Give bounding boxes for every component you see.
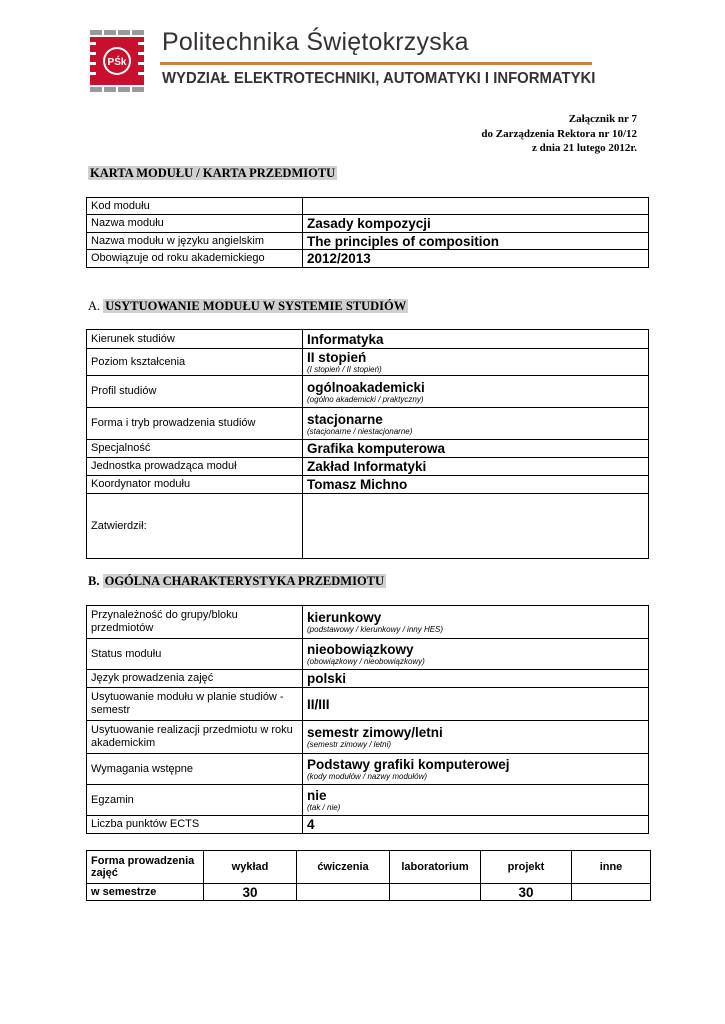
row-label: Język prowadzenia zajęć <box>87 670 303 688</box>
row-label: Nazwa modułu <box>87 215 303 233</box>
row-label: Koordynator modułu <box>87 476 303 494</box>
row-value-text: Podstawy grafiki komputerowej <box>307 757 510 772</box>
row-label: Specjalność <box>87 440 303 458</box>
table-row <box>87 754 649 785</box>
row-hint: (obowiązkowy / nieobowiązkowy) <box>307 657 425 666</box>
table-row <box>87 330 649 349</box>
row-label: Obowiązuje od roku akademickiego <box>87 250 303 268</box>
row-hint: (ogólno akademicki / praktyczny) <box>307 394 424 404</box>
section-a-table <box>86 329 649 559</box>
header-cell: laboratorium <box>390 851 481 884</box>
table-row <box>87 816 649 834</box>
row-value <box>303 458 649 476</box>
row-value-text: II/III <box>307 696 330 712</box>
header-rule <box>160 62 592 65</box>
row-label: Profil studiów <box>87 376 303 408</box>
row-label: Kod modułu <box>87 198 303 215</box>
row-value-text: kierunkowy <box>307 610 382 625</box>
section-a-letter: A. <box>88 299 101 313</box>
table-row <box>87 639 649 670</box>
row-value <box>303 754 649 785</box>
row-label: Przynależność do grupy/bloku przedmiotów <box>87 606 303 639</box>
row-value <box>303 250 649 268</box>
annex-line-2: do Zarządzenia Rektora nr 10/12 <box>481 127 637 140</box>
table-row <box>87 688 649 721</box>
row-label: Wymagania wstępne <box>87 754 303 785</box>
row-hint: (semestr zimowy / letni) <box>307 740 392 749</box>
header-cell: wykład <box>204 851 297 884</box>
faculty-name: WYDZIAŁ ELEKTROTECHNIKI, AUTOMATYKI I INFORMATYKI <box>162 70 596 87</box>
table-cell: 30 <box>204 884 297 901</box>
table-row <box>87 440 649 458</box>
table-row <box>87 476 649 494</box>
annex-note <box>481 112 637 156</box>
row-value-text: nie <box>307 788 327 803</box>
table-row <box>87 606 649 639</box>
row-label: Poziom kształcenia <box>87 349 303 376</box>
section-a-title: USYTUOWANIE MODUŁU W SYSTEMIE STUDIÓW <box>105 299 407 313</box>
table-cell <box>297 884 390 901</box>
row-value <box>303 494 649 559</box>
table-header-row <box>87 851 651 884</box>
table-row <box>87 215 649 233</box>
row-value-text: semestr zimowy/letni <box>307 725 443 740</box>
table-cell <box>572 884 651 901</box>
row-label: Zatwierdził: <box>87 494 303 559</box>
card-title-text: KARTA MODUŁU / KARTA PRZEDMIOTU <box>90 166 336 180</box>
row-value <box>303 198 649 215</box>
section-b-title: OGÓLNA CHARAKTERYSTYKA PRZEDMIOTU <box>104 574 385 588</box>
table-row <box>87 233 649 250</box>
row-value-text: 2012/2013 <box>307 251 371 266</box>
row-hint: (tak / nie) <box>307 803 341 812</box>
row-label: Kierunek studiów <box>87 330 303 349</box>
module-table <box>86 197 649 268</box>
row-label: Forma i tryb prowadzenia studiów <box>87 408 303 440</box>
row-label: Jednostka prowadząca moduł <box>87 458 303 476</box>
row-value <box>303 408 649 440</box>
table-row <box>87 721 649 754</box>
row-value-text: 4 <box>307 817 315 832</box>
row-label: Nazwa modułu w języku angielskim <box>87 233 303 250</box>
row-value <box>303 639 649 670</box>
table-row <box>87 884 651 901</box>
table-cell <box>390 884 481 901</box>
table-cell: w semestrze <box>87 884 204 901</box>
row-value-text: Informatyka <box>307 331 384 347</box>
table-row <box>87 458 649 476</box>
row-value <box>303 606 649 639</box>
row-label: Status modułu <box>87 639 303 670</box>
university-logo <box>88 28 150 94</box>
table-row <box>87 408 649 440</box>
table-cell: 30 <box>481 884 572 901</box>
row-value <box>303 688 649 721</box>
row-value-text: Zakład Informatyki <box>307 459 427 474</box>
section-a-heading <box>88 299 408 314</box>
section-b-heading <box>88 574 386 589</box>
section-b-table <box>86 605 649 834</box>
row-value <box>303 349 649 376</box>
row-value-text: stacjonarne <box>307 411 383 427</box>
row-value-text: Zasady kompozycji <box>307 216 431 231</box>
row-value <box>303 215 649 233</box>
row-value <box>303 816 649 834</box>
row-value-text: ogólnoakademicki <box>307 379 425 395</box>
table-row <box>87 670 649 688</box>
row-value <box>303 376 649 408</box>
row-value <box>303 330 649 349</box>
row-value-text: polski <box>307 671 347 686</box>
class-forms-table <box>86 850 651 901</box>
row-value-text: Tomasz Michno <box>307 477 408 492</box>
row-value <box>303 670 649 688</box>
row-hint: (stacjonarne / niestacjonarne) <box>307 426 413 436</box>
row-label: Usytuowanie realizacji przedmiotu w roku akademickim <box>87 721 303 754</box>
row-value <box>303 721 649 754</box>
table-row <box>87 494 649 559</box>
table-row <box>87 349 649 376</box>
university-name: Politechnika Świętokrzyska <box>162 28 469 56</box>
header-cell: inne <box>572 851 651 884</box>
annex-line-1: Załącznik nr 7 <box>568 113 637 125</box>
row-value-text: II stopień <box>307 350 367 365</box>
row-label: Usytuowanie modułu w planie studiów - semestr <box>87 688 303 721</box>
table-row <box>87 376 649 408</box>
row-value <box>303 440 649 458</box>
row-label: Egzamin <box>87 785 303 816</box>
logo-lettering: PŚk <box>107 57 127 68</box>
row-hint: (podstawowy / kierunkowy / inny HES) <box>307 625 444 634</box>
row-label: Liczba punktów ECTS <box>87 816 303 834</box>
section-b-letter: B. <box>88 574 100 588</box>
card-title <box>88 166 337 181</box>
row-hint: (kody modułów / nazwy modułów) <box>307 772 428 781</box>
table-row <box>87 785 649 816</box>
row-value-text: The principles of composition <box>307 233 500 249</box>
table-row <box>87 250 649 268</box>
annex-line-3: z dnia 21 lutego 2012r. <box>531 142 637 154</box>
table-row <box>87 198 649 215</box>
row-value-text: nieobowiązkowy <box>307 642 414 657</box>
row-value <box>303 476 649 494</box>
row-hint: (I stopień / II stopień) <box>307 365 382 374</box>
header-cell: Forma prowadzenia zajęć <box>87 851 204 884</box>
row-value <box>303 785 649 816</box>
row-value-text: Grafika komputerowa <box>307 441 446 456</box>
row-value <box>303 233 649 250</box>
header-cell: projekt <box>481 851 572 884</box>
header-cell: ćwiczenia <box>297 851 390 884</box>
